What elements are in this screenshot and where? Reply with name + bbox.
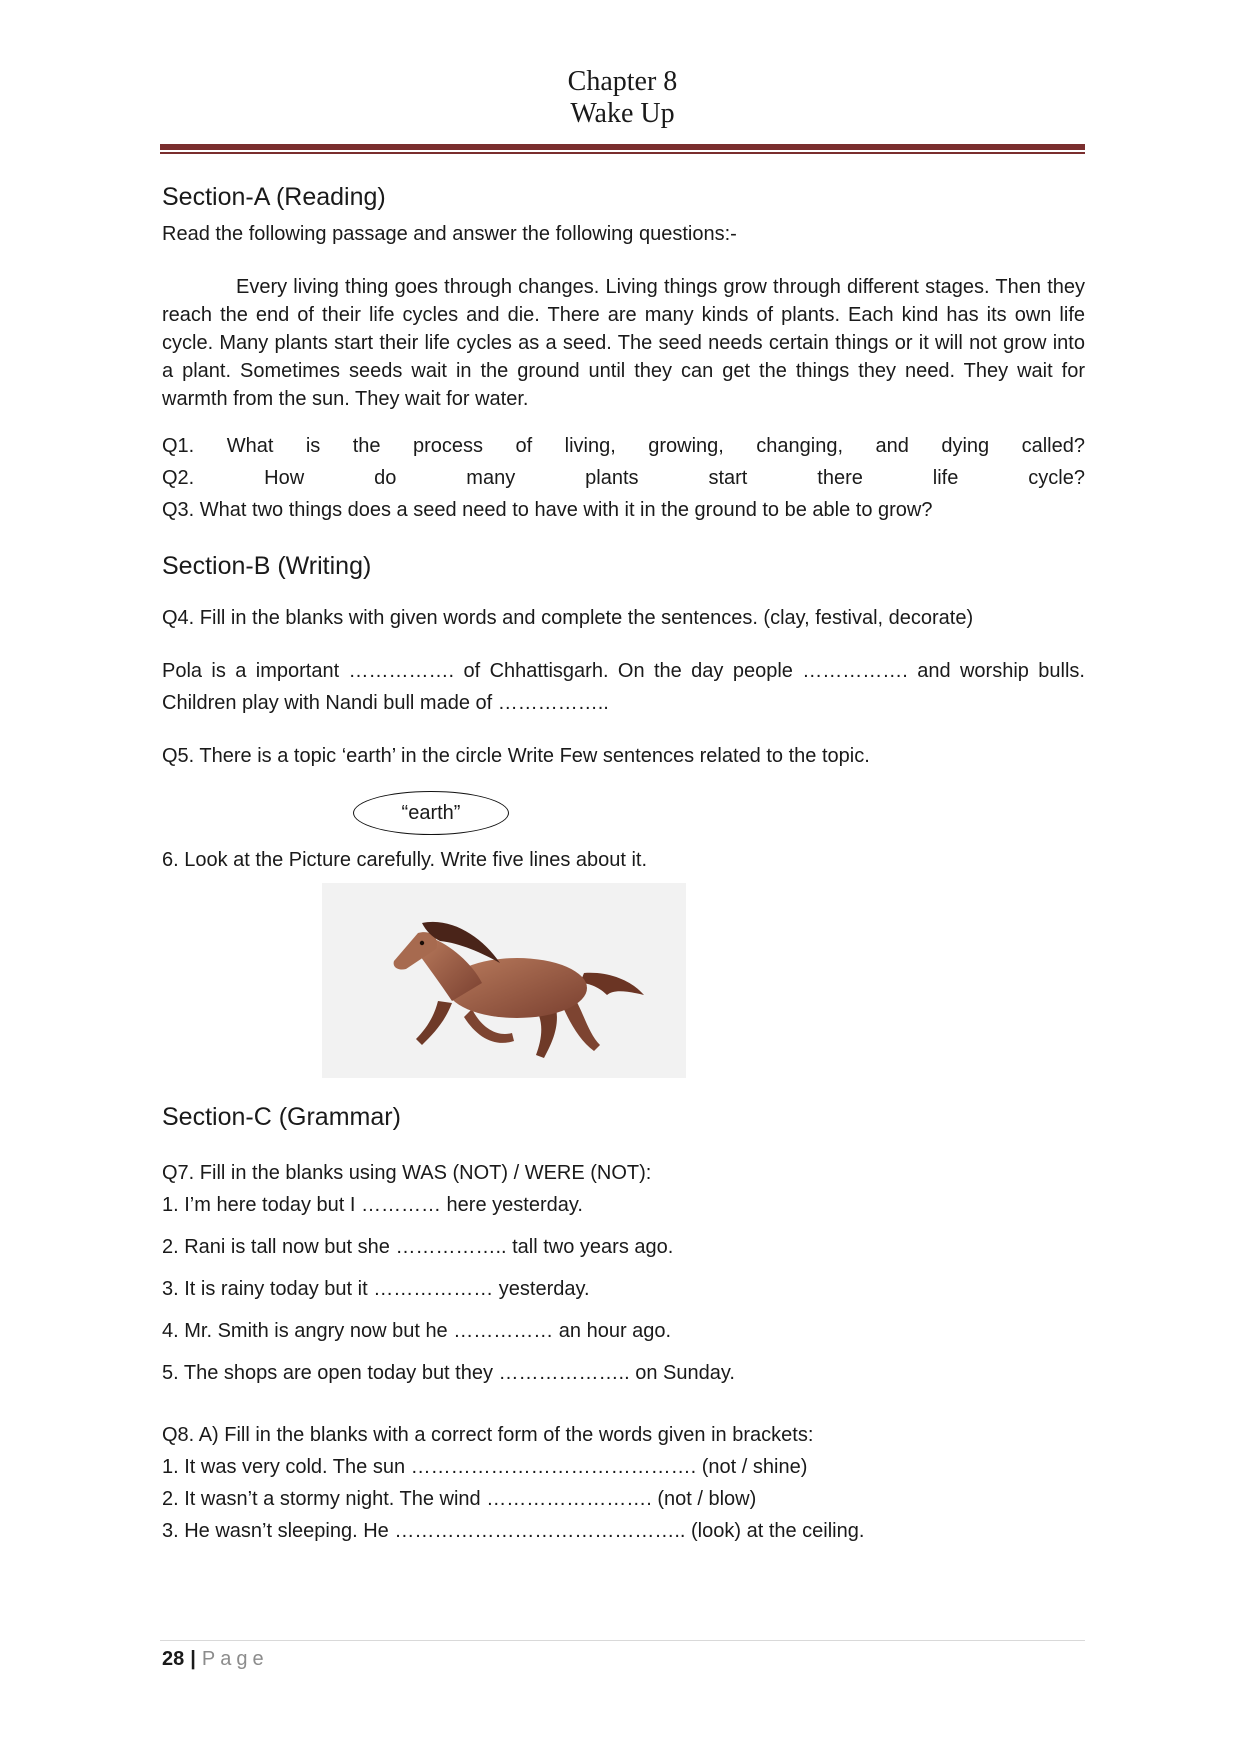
question-q4: Q4. Fill in the blanks with given words and complete the sentences. (clay, festival, decorate) bbox=[162, 607, 974, 629]
page-footer bbox=[162, 1648, 269, 1671]
section-a-instruction: Read the following passage and answer the following questions:- bbox=[162, 223, 737, 245]
q4-sentence-line2: Children play with Nandi bull made of …………….. bbox=[162, 692, 609, 714]
q8-item: 2. It wasn’t a stormy night. The wind ……………………. (not / blow) bbox=[162, 1488, 757, 1510]
horse-illustration-icon bbox=[322, 883, 686, 1078]
q8-item: 1. It was very cold. The sun ……………………………………. (not / shine) bbox=[162, 1456, 808, 1478]
q7-item: 3. It is rainy today but it ……………… yesterday. bbox=[162, 1278, 590, 1300]
section-c-heading: Section-C (Grammar) bbox=[162, 1103, 401, 1131]
page-label: Page bbox=[201, 1648, 269, 1670]
chapter-number: Chapter 8 bbox=[567, 66, 678, 97]
q8-item: 3. He wasn’t sleeping. He …………………………………….. (look) at the ceiling. bbox=[162, 1520, 865, 1542]
q7-item: 2. Rani is tall now but she …………….. tall two years ago. bbox=[162, 1236, 674, 1258]
question-q1: Q1. What is the process of living, growing, changing, and dying called? bbox=[162, 435, 1085, 457]
footer-separator: | bbox=[190, 1648, 196, 1670]
question-q6: 6. Look at the Picture carefully. Write five lines about it. bbox=[162, 849, 648, 871]
passage-text: Every living thing goes through changes. Living things grow through different stages. Then they reach the end of their life cycles and die. There are many kinds of plants. Each kind has its own life cycle. Many plants start their life cycles as a seed. The seed needs certain things or it will not grow into a plant. Sometimes seeds wait in the ground until they can get the things they need. They wait for warmth from the sun. They wait for water. bbox=[162, 276, 1085, 410]
header-rule bbox=[160, 144, 1085, 150]
horse-picture bbox=[322, 883, 686, 1078]
reading-passage bbox=[162, 273, 1085, 413]
question-q7: Q7. Fill in the blanks using WAS (NOT) / WERE (NOT): bbox=[162, 1162, 652, 1184]
footer-rule bbox=[160, 1640, 1085, 1641]
q4-sentence-line1: Pola is a important ……………. of Chhattisgarh. On the day people ……………. and worship bulls. bbox=[162, 660, 1085, 682]
header-rule-thin bbox=[160, 152, 1085, 154]
q7-item: 1. I’m here today but I ………… here yesterday. bbox=[162, 1194, 583, 1216]
q7-item: 5. The shops are open today but they ……………….. on Sunday. bbox=[162, 1362, 735, 1384]
question-q3: Q3. What two things does a seed need to have with it in the ground to be able to grow? bbox=[162, 499, 933, 521]
question-q5: Q5. There is a topic ‘earth’ in the circle Write Few sentences related to the topic. bbox=[162, 745, 870, 767]
question-q8: Q8. A) Fill in the blanks with a correct form of the words given in brackets: bbox=[162, 1424, 814, 1446]
section-a-heading: Section-A (Reading) bbox=[162, 183, 386, 211]
page-number: 28 bbox=[162, 1648, 185, 1670]
question-q2: Q2. How do many plants start there life cycle? bbox=[162, 467, 1085, 489]
chapter-title: Wake Up bbox=[570, 98, 675, 129]
earth-topic-oval: “earth” bbox=[353, 791, 509, 835]
section-b-heading: Section-B (Writing) bbox=[162, 552, 372, 580]
q7-item: 4. Mr. Smith is angry now but he …………… an hour ago. bbox=[162, 1320, 672, 1342]
